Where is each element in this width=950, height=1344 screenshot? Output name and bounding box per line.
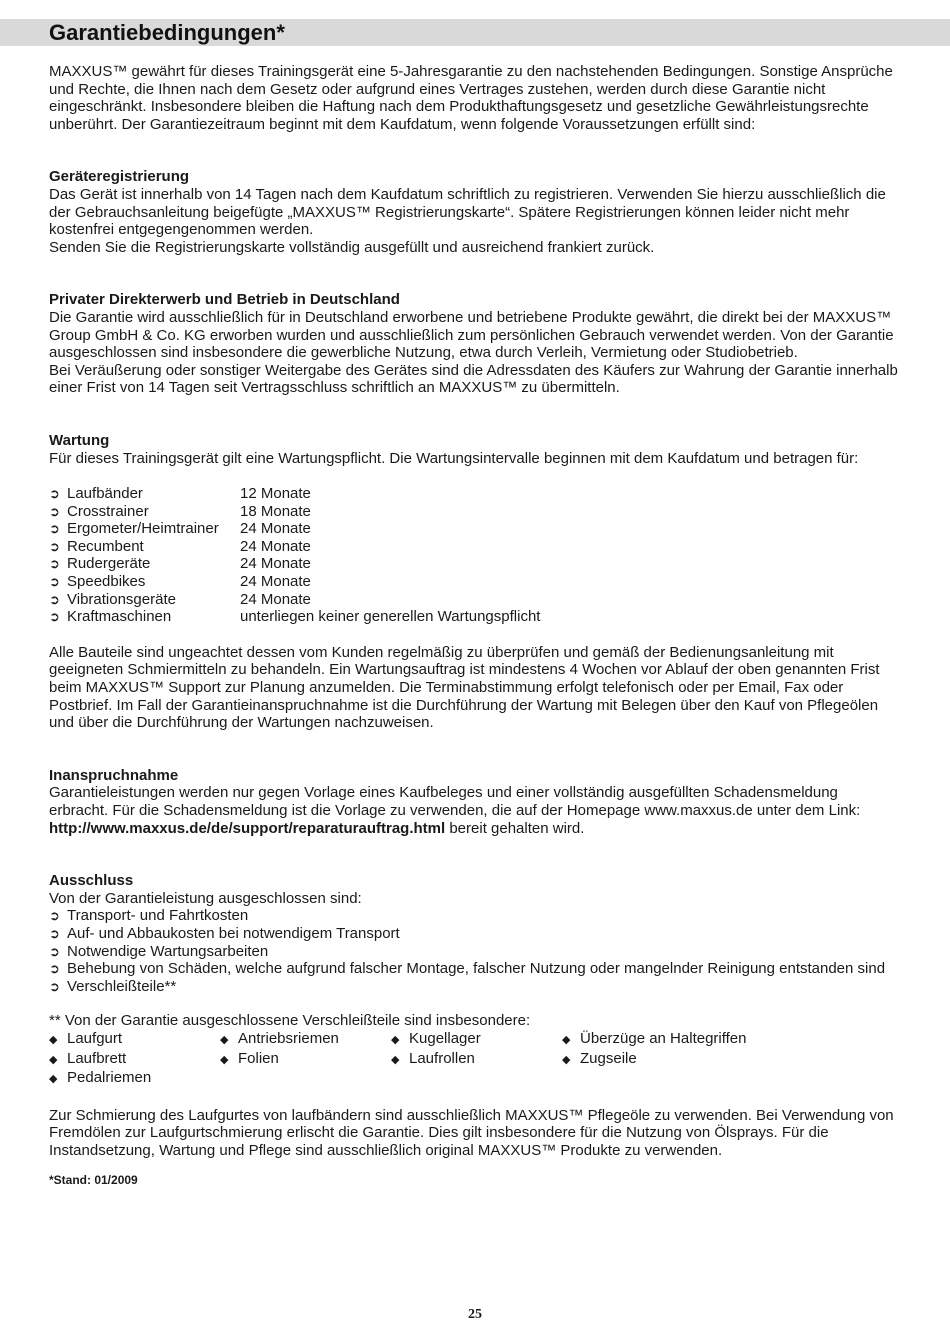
maintenance-item [49,520,899,538]
wear-parts-intro: ** Von der Garantie ausgeschlossene Verschleißteile sind insbesondere: [49,1012,531,1030]
arrow-icon: ➲ [49,908,60,924]
device-label: Kraftmaschinen [67,608,172,626]
diamond-icon: ◆ [220,1053,229,1066]
maintenance-item [49,608,899,626]
document-body [49,63,899,1189]
interval-value: unterliegen keiner generellen Wartungspflicht [240,608,541,626]
maintenance-item [49,591,899,609]
interval-value: 12 Monate [240,485,311,503]
exclusion-intro: Von der Garantieleistung ausgeschlossen sind: [49,889,362,907]
arrow-icon: ➲ [49,503,60,519]
diamond-icon: ◆ [391,1053,400,1066]
wear-part: ◆ Folien [220,1050,391,1070]
page-number: 25 [468,1307,482,1322]
device-label: Vibrationsgeräte [67,590,176,608]
maintenance-text: Für dieses Trainingsgerät gilt eine Wartungspflicht. Die Wartungsintervalle beginnen mit dem Kaufdatum und betragen für: [49,449,859,467]
interval-value: 24 Monate [240,520,311,538]
arrow-icon: ➲ [49,486,60,502]
interval-value: 24 Monate [240,573,311,591]
wear-part: ◆ Laufrollen [391,1050,562,1070]
exclusion-item: ➲ Auf- und Abbaukosten bei notwendigem Transport [49,924,400,942]
maintenance-item [49,503,899,521]
arrow-icon: ➲ [49,521,60,537]
device-label: Ergometer/Heimtrainer [67,520,219,538]
arrow-icon: ➲ [49,556,60,572]
diamond-icon: ◆ [49,1053,58,1066]
arrow-icon: ➲ [49,609,60,625]
arrow-icon: ➲ [49,925,60,941]
maintenance-item [49,538,899,556]
stand-note: *Stand: 01/2009 [49,1172,138,1187]
private-text-2: Bei Veräußerung oder sonstiger Weitergabe des Gerätes sind die Adressdaten des Käufers zur Wahrung der Garantie innerhalb einer Frist von 14 Tagen seit Vertragsschluss schriftlich an MAXXUS™ zu übermitteln. [49,361,898,397]
maintenance-item [49,485,899,503]
maintenance-item [49,573,899,591]
exclusion-item: ➲ Notwendige Wartungsarbeiten [49,942,269,960]
wear-part: ◆ Pedalriemen [49,1069,220,1089]
wear-part: ◆ Zugseile [562,1050,637,1070]
interval-value: 18 Monate [240,502,311,520]
lubrication-note: Zur Schmierung des Laufgurtes von laufbändern sind ausschließlich MAXXUS™ Pflegeöle zu verwenden. Bei Verwendung von Fremdölen zur Laufgurtschmierung erlischt die Garantie. Dies gilt insbesondere für die Nutzung von Ölsprays. Für die Instandsetzung, Wartung und Pflege sind ausschließlich original MAXXUS™ Produkte zu verwenden. [49,1106,894,1159]
wear-part: ◆ Überzüge an Haltegriffen [562,1030,747,1050]
device-label: Laufbänder [67,485,143,503]
support-link[interactable]: http://www.maxxus.de/de/support/reparaturauftrag.html [49,819,446,837]
diamond-icon: ◆ [220,1033,229,1046]
registration-text: Das Gerät ist innerhalb von 14 Tagen nach dem Kaufdatum schriftlich zu registrieren. Verwenden Sie hierzu ausschließlich die der Gebrauchsanleitung beigefügte „MAXXUS™ Registrierungskarte“. Spätere Registrierungen können leider nicht mehr kostenfrei entgegengenommen werden. [49,185,886,239]
private-heading: Privater Direkterwerb und Betrieb in Deutschland [49,291,400,309]
diamond-icon: ◆ [49,1033,58,1046]
interval-value: 24 Monate [240,555,311,573]
exclusion-list [49,907,899,995]
wear-part: ◆ Kugellager [391,1030,562,1050]
intro-paragraph: MAXXUS™ gewährt für dieses Trainingsgerät eine 5-Jahresgarantie zu den nachstehenden Bedingungen. Sonstige Ansprüche und Rechte, die Ihnen nach dem Gesetz oder aufgrund eines Vertrages zustehen, werden durch diese Garantie nicht eingeschränkt. Insbesondere bleiben die Haftung nach dem Produkthaftungsgesetz und gesetzliche Gewährleistungsrechte unberührt. Der Garantiezeitraum beginnt mit dem Kaufdatum, wenn folgende Voraussetzungen erfüllt sind: [49,63,893,133]
registration-heading: Geräteregistrierung [49,168,190,186]
maintenance-item [49,555,899,573]
diamond-icon: ◆ [49,1073,58,1086]
arrow-icon: ➲ [49,961,60,977]
wear-part: ◆ Laufbrett [49,1050,220,1070]
device-label: Speedbikes [67,573,146,591]
diamond-icon: ◆ [562,1053,571,1066]
arrow-icon: ➲ [49,943,60,959]
diamond-icon: ◆ [391,1033,400,1046]
private-text: Die Garantie wird ausschließlich für in Deutschland erworbene und betriebene Produkte gewährt, die direkt bei der MAXXUS™ Group GmbH & Co. KG erworben wurden und ausschließlich zum persönlichen Gebrauch verwendet werden. Von der Garantie ausgeschlossen sind insbesondere die gewerbliche Nutzung, etwa durch Verleih, Vermietung oder Studiobetrieb. [49,308,894,362]
arrow-icon: ➲ [49,538,60,554]
claim-text: Garantieleistungen werden nur gegen Vorlage eines Kaufbeleges und einer vollständig ausgefüllten Schadensmeldung erbracht. Für die Schadensmeldung ist die Vorlage zu verwenden, die auf der Homepage www.maxxus.de unter dem Link: http://www.maxxus.de/de/support/reparaturauftrag.html bereit gehalten wird. [49,784,861,837]
wear-parts-grid [49,1030,899,1089]
device-label: Crosstrainer [67,502,149,520]
wear-part: ◆ Antriebsriemen [220,1030,391,1050]
arrow-icon: ➲ [49,591,60,607]
exclusion-item: ➲ Transport- und Fahrtkosten [49,907,249,925]
exclusion-heading: Ausschluss [49,872,134,890]
exclusion-item: ➲ Behebung von Schäden, welche aufgrund falscher Montage, falscher Nutzung oder mangelnder Reinigung entstanden sind [49,960,886,978]
registration-text-2: Senden Sie die Registrierungskarte vollständig ausgefüllt und ausreichend frankiert zurück. [49,238,655,256]
device-label: Recumbent [67,537,144,555]
maintenance-text-2: Alle Bauteile sind ungeachtet dessen vom Kunden regelmäßig zu überprüfen und gemäß der Bedienungsanleitung mit geeigneten Schmiermitteln zu behandeln. Ein Wartungsauftrag ist mindestens 4 Wochen vor Ablauf der oben genannten Frist beim MAXXUS™ Support zur Planung anzumelden. Die Terminabstimmung erfolgt telefonisch oder per Email, Fax oder Postbrief. Im Fall der Garantieinanspruchnahme ist die Durchführung der Wartung mit Belegen über den Kauf von Pflegeölen und über die Durchführung der Wartungen nachzuweisen. [49,643,880,732]
maintenance-list [49,485,899,626]
maintenance-heading: Wartung [49,431,110,449]
page-title: Garantiebedingungen* [49,20,285,45]
device-label: Rudergeräte [67,555,151,573]
diamond-icon: ◆ [562,1033,571,1046]
wear-part: ◆ Laufgurt [49,1030,220,1050]
arrow-icon: ➲ [49,978,60,994]
arrow-icon: ➲ [49,574,60,590]
interval-value: 24 Monate [240,537,311,555]
interval-value: 24 Monate [240,590,311,608]
exclusion-item: ➲ Verschleißteile** [49,977,177,995]
claim-heading: Inanspruchnahme [49,766,179,784]
